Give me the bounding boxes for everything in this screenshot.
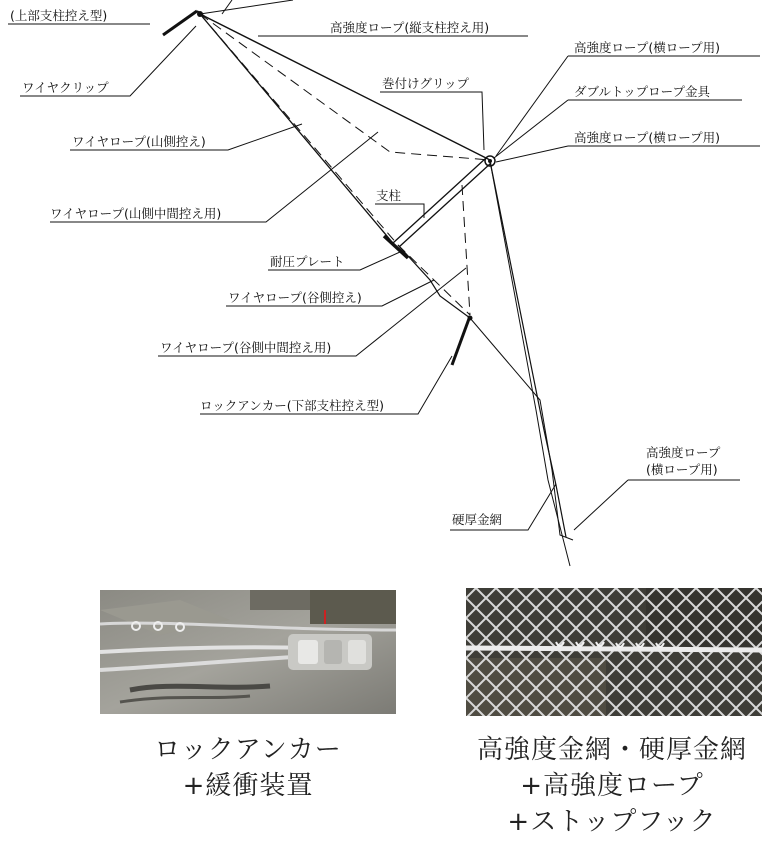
label-hs-rope-horizontal-3a: 高強度ロープ: [646, 445, 721, 460]
label-rock-anchor-bottom: ロックアンカー(下部支柱控え型): [200, 398, 385, 413]
label-hard-thick-net: 硬厚金網: [452, 512, 503, 527]
label-post: 支柱: [376, 188, 402, 203]
top-anchor: [163, 11, 205, 35]
label-hs-rope-horizontal-1: 高強度ロープ(横ロープ用): [574, 40, 721, 55]
rope-plate-bottom: [398, 245, 470, 318]
caption-right-line2: +高強度ロープ: [520, 771, 704, 801]
label-wire-mountain-mid: ワイヤロープ(山側中間控え用): [50, 206, 222, 221]
label-top-anchor: (上部支柱控え型): [10, 8, 108, 23]
caption-right-line3: +ストップフック: [507, 807, 717, 837]
label-wire-valley: ワイヤロープ(谷側控え): [228, 290, 362, 305]
label-hs-rope-vertical: 高強度ロープ(縦支柱控え用): [330, 20, 490, 35]
label-hs-rope-horizontal-3b: (横ロープ用): [646, 462, 718, 477]
label-wire-mountain: ワイヤロープ(山側控え): [72, 134, 206, 149]
rope-valley-to-net: [470, 318, 573, 540]
caption-right: [456, 732, 768, 840]
post: [393, 158, 491, 247]
rope-anchor-plate: [200, 14, 392, 242]
wire-valley-dashed: [462, 185, 470, 315]
pressure-plate: [384, 236, 408, 258]
hs-rope-slope: [490, 161, 566, 537]
caption-left-line1: ロックアンカー: [154, 735, 342, 765]
upper-rope: [200, 0, 293, 14]
photo-chain-link-net: [466, 588, 762, 716]
bottom-anchor: [452, 316, 473, 366]
label-wrap-grip: 巻付けグリップ: [382, 76, 470, 91]
caption-left-line2: +緩衝装置: [182, 771, 314, 801]
label-double-top-fitting: ダブルトップロープ金具: [574, 84, 711, 99]
photo-rock-anchor: [100, 590, 396, 714]
label-pressure-plate: 耐圧プレート: [270, 254, 345, 269]
label-wire-valley-mid: ワイヤロープ(谷側中間控え用): [160, 340, 332, 355]
label-hs-rope-horizontal-2: 高強度ロープ(横ロープ用): [574, 130, 721, 145]
caption-left: [100, 732, 396, 804]
label-wire-clip: ワイヤクリップ: [22, 80, 109, 95]
caption-right-line1: 高強度金網・硬厚金網: [476, 735, 747, 765]
upper-rope-short: [222, 0, 232, 14]
